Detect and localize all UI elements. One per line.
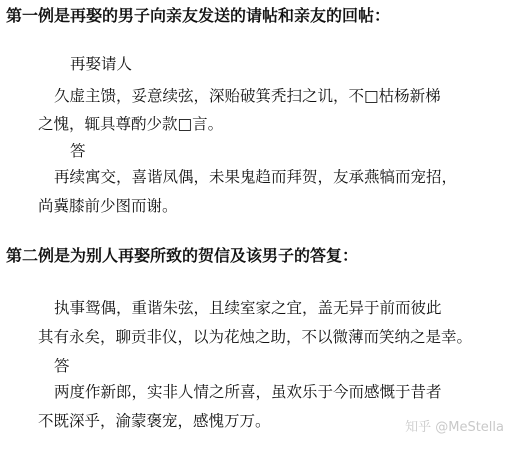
zhihu-watermark: 知乎 @MeStella <box>405 420 504 435</box>
reply2-text-line-1: 两度作新郎，实非人情之所喜，虽欢乐于今而感慨于昔者 <box>54 383 442 401</box>
congratulation-text-line-1: 执事鸳偶，重谐朱弦，且续室家之宜，盖无异于前而彼此 <box>54 299 442 317</box>
invitation-text-line-1: 久虚主馈，妥意续弦，深贻破箕秃扫之讥，不□枯杨新梯 <box>54 87 441 105</box>
reply-text-line-2: 尚冀膝前少图而谢。 <box>38 197 178 215</box>
congratulation-text-line-2: 其有永矣，聊贡非仪，以为花烛之助，不以微薄而笑纳之是幸。 <box>38 328 473 346</box>
invitation-title: 再娶请人 <box>70 55 133 73</box>
reply-title-2: 答 <box>54 357 70 375</box>
reply2-text-line-2: 不既深乎，渝蒙褒宠，感愧万万。 <box>38 412 271 430</box>
reply-title-1: 答 <box>70 142 86 160</box>
reply-text-line-1: 再续寓交，喜谐凤偶，未果鬼趋而拜贺，友承燕犒而宠招， <box>54 168 458 186</box>
second-example-heading: 第二例是为别人再娶所致的贺信及该男子的答复： <box>6 246 359 265</box>
invitation-text-line-2: 之愧，辄具尊酌少款□言。 <box>38 115 224 133</box>
first-example-heading: 第一例是再娶的男子向亲友发送的请帖和亲友的回帖： <box>6 6 391 25</box>
